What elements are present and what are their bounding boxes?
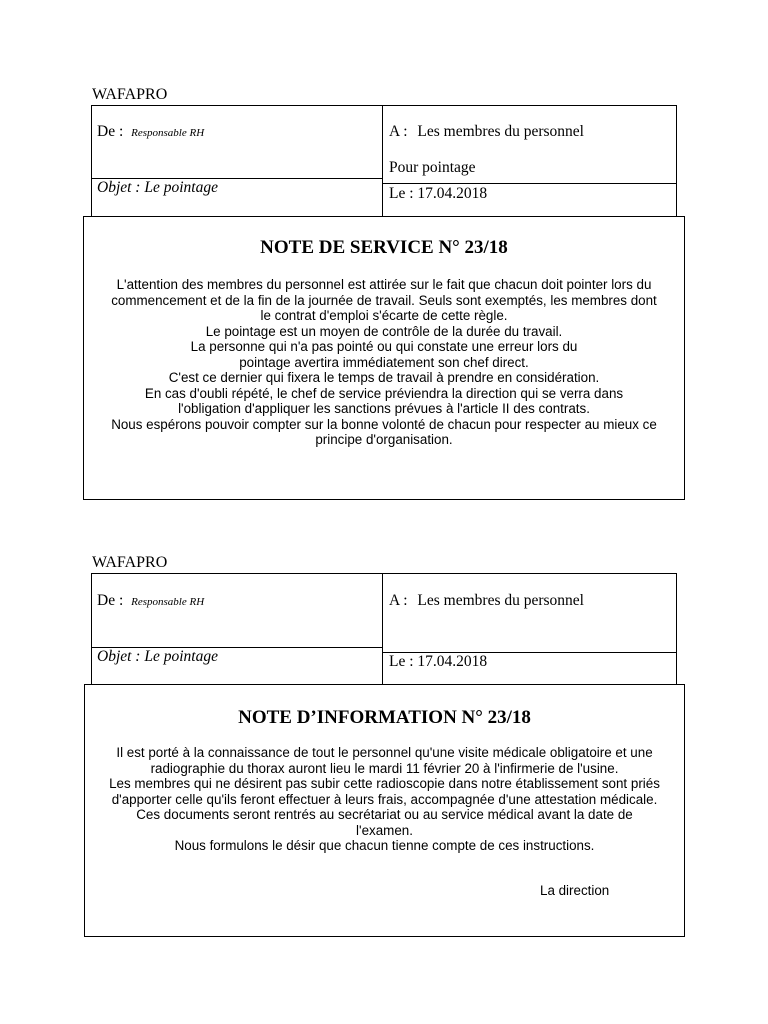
from-field: De : Responsable RH — [97, 592, 205, 609]
body-line: l'obligation d'appliquer les sanctions prévues à l'article II des contrats. — [178, 401, 590, 416]
from-field: De : Responsable RH — [97, 123, 205, 140]
note-title: NOTE DE SERVICE N° 23/18 — [260, 237, 508, 258]
body-line: pointage avertira immédiatement son chef direct. — [239, 354, 529, 370]
note-body-box — [84, 684, 685, 937]
note-title: NOTE D’INFORMATION N° 23/18 — [238, 707, 531, 728]
body-line: l'examen. — [356, 822, 413, 838]
body-line: Les membres qui ne désirent pas subir cette radioscopie dans notre établissement sont priés — [109, 776, 660, 791]
body-line: Il est porté à la connaissance de tout le personnel qu'une visite médicale obligatoire et une — [116, 745, 653, 760]
signature: La direction — [540, 883, 610, 898]
body-line: principe d'organisation. — [315, 432, 453, 447]
body-line: commencement et de la fin de la journée de travail. Seuls sont exemptés, les membres dont — [111, 292, 657, 308]
to-field: A : Les membres du personnel — [389, 592, 584, 609]
body-line: La personne qui n'a pas pointé ou qui constate une erreur lors du — [190, 339, 578, 354]
to-extra: Pour pointage — [389, 159, 476, 176]
subject-field: Objet : Le pointage — [97, 648, 218, 665]
date-field: Le : 17.04.2018 — [389, 653, 488, 670]
body-line: radiographie du thorax auront lieu le mardi 11 février 20 à l'infirmerie de l'usine. — [150, 760, 619, 776]
body-line: le contrat d'emploi s'écarte de cette règle. — [260, 308, 508, 323]
date-field: Le : 17.04.2018 — [389, 185, 488, 202]
subject-field: Objet : Le pointage — [97, 179, 218, 196]
company-name: WAFAPRO — [92, 554, 168, 571]
body-line: Nous espérons pouvoir compter sur la bonne volonté de chacun pour respecter au mieux ce — [111, 416, 657, 432]
note-body-box — [83, 216, 685, 500]
body-line: d'apporter celle qu'ils feront effectuer à leurs frais, accompagnée d'une attestation médicale. — [111, 791, 658, 807]
body-line: C'est ce dernier qui fixera le temps de travail à prendre en considération. — [168, 370, 600, 385]
to-field: A : Les membres du personnel — [389, 123, 584, 140]
body-line: L'attention des membres du personnel est attirée sur le fait que chacun doit pointer lors du — [116, 277, 652, 292]
body-line: Ces documents seront rentrés au secrétariat ou au service médical avant la date de — [136, 807, 633, 822]
body-line: En cas d'oubli répété, le chef de service préviendra la direction qui se verra dans — [144, 385, 624, 401]
note-body-text — [92, 277, 676, 448]
body-line: Nous formulons le désir que chacun tienne compte de ces instructions. — [174, 838, 595, 853]
company-name: WAFAPRO — [92, 86, 168, 103]
body-line: Le pointage est un moyen de contrôle de la durée du travail. — [205, 323, 563, 339]
note-body-text — [93, 745, 676, 854]
